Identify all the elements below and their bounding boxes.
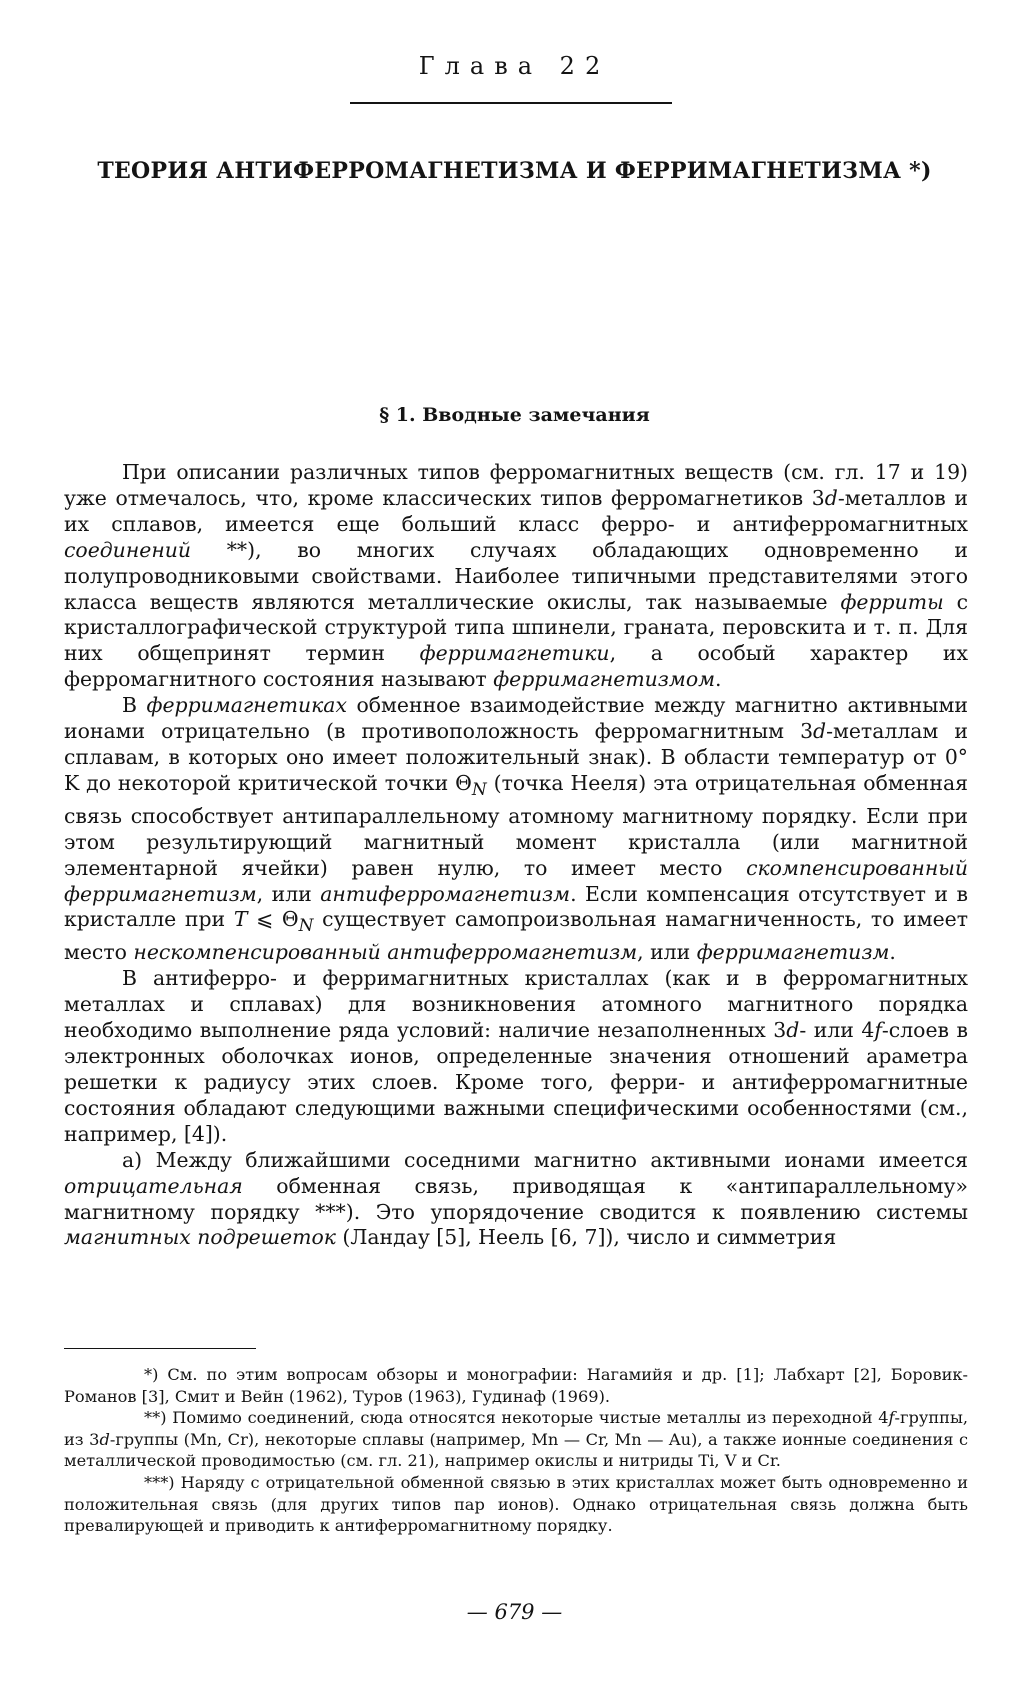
chapter-heading: Глава 22: [418, 52, 611, 80]
footnote-3: ***) Наряду с отрицательной обменной связью в этих кристаллах может быть одновременно и положительная связь (для других типов пар ионов). Однако отрицательная связь должна быть превалирующей и приводить к антиферромагнитному порядку.: [64, 1472, 968, 1536]
section-title: § 1. Вводные замечания: [379, 404, 650, 426]
footnotes: [64, 1364, 968, 1537]
paragraph-4: а) Между ближайшими соседними магнитно активными ионами имеется отрицательная обменная связь, приводящая к «антипараллельному» магнитному порядку ***). Это упорядочение сводится к появлению системы магнитных подрешеток (Ландау [5], Неель [6, 7]), число и симметрия: [64, 1147, 968, 1250]
chapter-title: ТЕОРИЯ АНТИФЕРРОМАГНЕТИЗМА И ФЕРРИМАГНЕТИЗМА *): [97, 158, 932, 184]
chapter-divider: [350, 102, 672, 104]
paragraph-3: В антиферро- и ферримагнитных кристаллах (как и в ферромагнитных металлах и сплавах) для возникновения атомного магнитного порядка необходимо выполнение ряда условий: наличие незаполненных 3d- или 4f-слоев в электронных оболочках ионов, определенные значения отношений араметра решетки к радиусу этих слоев. Кроме того, ферри- и антиферромагнитные состояния обладают следующими важными специфическими особенностями (см., например, [4]).: [64, 966, 968, 1146]
footnote-1: *) См. по этим вопросам обзоры и монографии: Нагамийя и др. [1]; Лабхарт [2], Боровик-Романов [3], Смит и Вейн (1962), Туров (1963), Гудинаф (1969).: [64, 1365, 968, 1406]
paragraph-1: При описании различных типов ферромагнитных веществ (см. гл. 17 и 19) уже отмечалось, что, кроме классических типов ферромагнетиков 3d-металлов и их сплавов, имеется еще больший класс ферро- и антиферромагнитных соединений **), во многих случаях обладающих одновременно и полупроводниковыми свойствами. Наиболее типичными представителями этого класса веществ являются металлические окислы, так называемые ферриты с кристаллографической структурой типа шпинели, граната, перовскита и т. п. Для них общепринят термин ферримагнетики, а особый характер их ферромагнитного состояния называют ферримагнетизмом.: [64, 460, 969, 692]
footnote-2: **) Помимо соединений, сюда относятся некоторые чистые металлы из переходной 4f-группы, из 3d-группы (Mn, Cr), некоторые сплавы (например, Mn — Cr, Mn — Au), а также ионные соединения с металлической проводимостью (см. гл. 21), например окислы и нитриды Ti, V и Cr.: [64, 1408, 969, 1471]
paragraph-2: В ферримагнетиках обменное взаимодействие между магнитно активными ионами отрицательно (в противоположность ферромагнитным 3d-металлам и сплавам, в которых оно имеет положительный знак). В области температур от 0° K до некоторой критической точки $\Theta_N$ (точка Нееля) эта отрицательная обменная связь способствует антипараллельному атомному магнитному порядку. Если при этом результирующий магнитный момент кристалла (или магнитной элементарной ячейки) равен нулю, то имеет место скомпенсированный ферримагнетизм, или антиферромагнетизм. Если компенсация отсутствует и в кристалле при T ⩽ $\Theta_N$ существует самопроизвольная намагниченность, то имеет место нескомпенсированный антиферромагнетизм, или ферримагнетизм.: [64, 693, 969, 965]
footnote-divider: [64, 1348, 256, 1349]
body-text: [64, 460, 968, 1251]
page-number: — 679 —: [466, 1600, 563, 1624]
